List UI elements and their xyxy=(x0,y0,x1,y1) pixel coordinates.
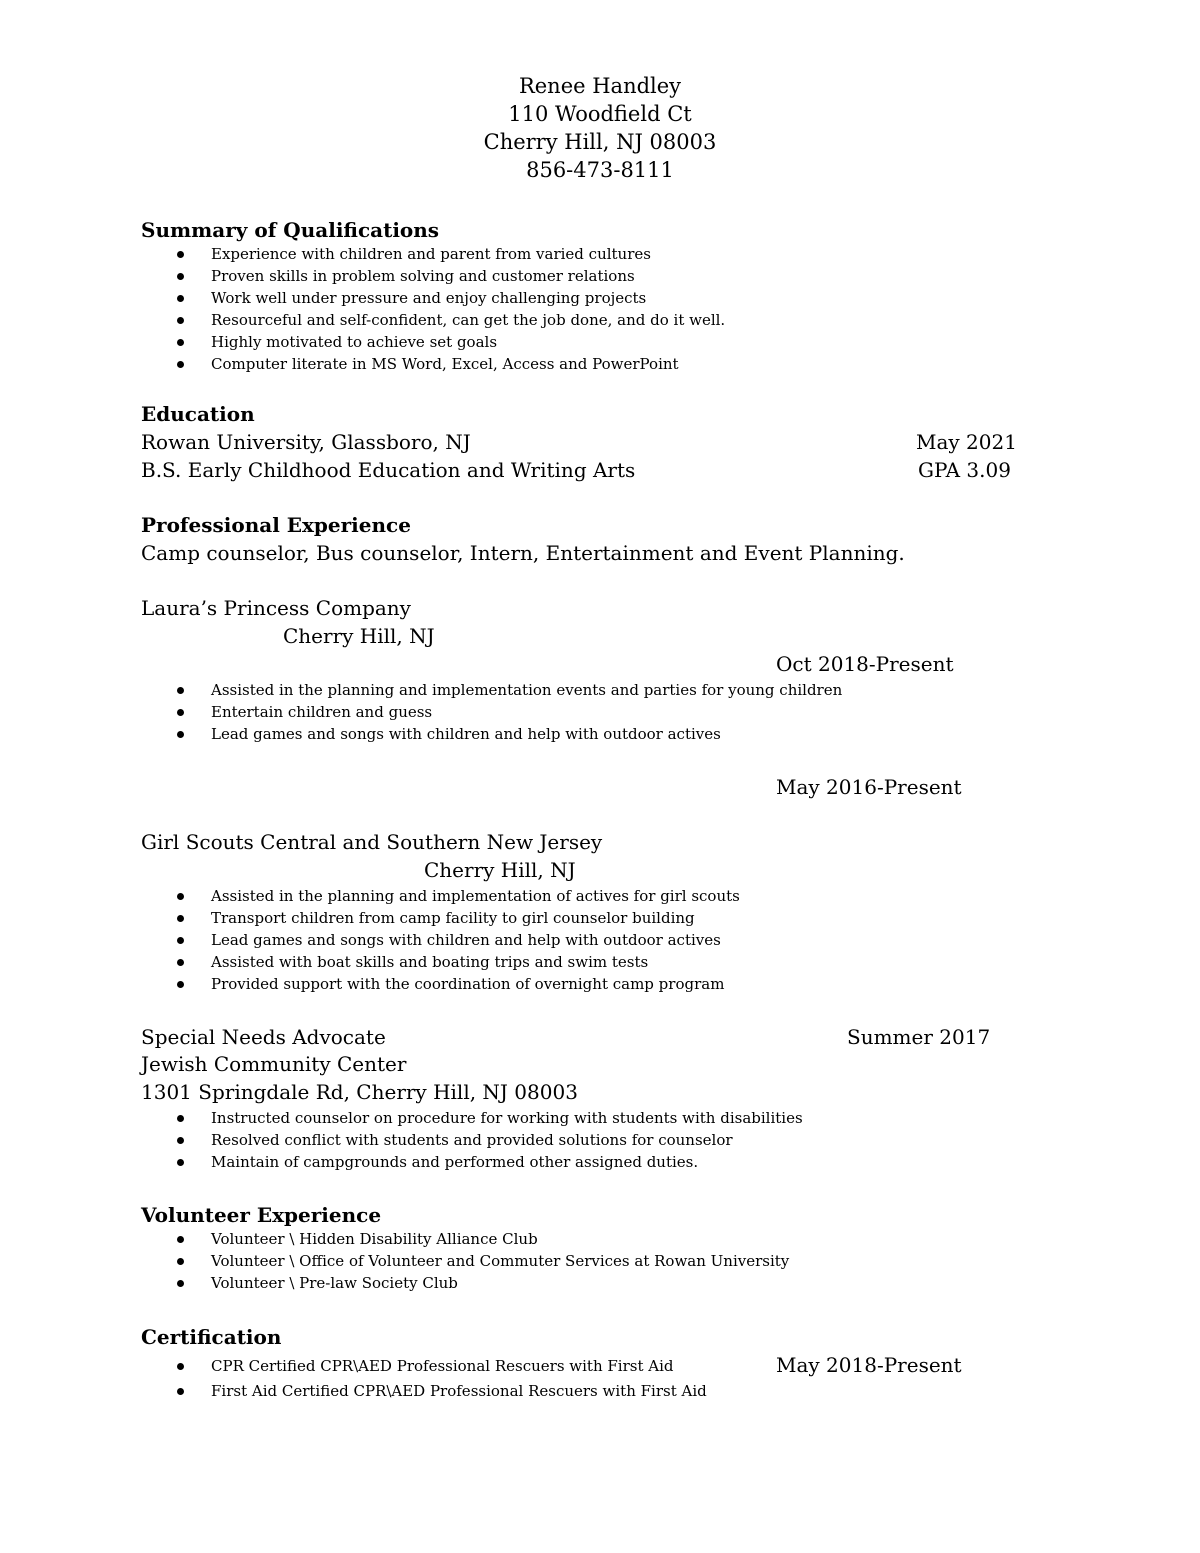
job3-duties xyxy=(0,1107,803,1173)
list-item: Provided support with the coordination of overnight camp program xyxy=(0,973,740,995)
bullet-icon xyxy=(177,731,184,738)
list-item: Highly motivated to achieve set goals xyxy=(0,331,725,353)
job3-title: Special Needs Advocate xyxy=(141,1025,386,1049)
job3-org: Jewish Community Center xyxy=(141,1052,407,1076)
bullet-icon xyxy=(177,1363,184,1370)
graduation-date: May 2021 xyxy=(916,430,1017,454)
degree: B.S. Early Childhood Education and Writing Arts xyxy=(141,458,636,482)
list-item: Instructed counselor on procedure for working with students with disabilities xyxy=(0,1107,803,1129)
certification-list xyxy=(0,1355,707,1402)
bullet-icon xyxy=(177,317,184,324)
job2-company: Girl Scouts Central and Southern New Jersey xyxy=(141,830,603,854)
list-item: Lead games and songs with children and help with outdoor actives xyxy=(0,929,740,951)
bullet-icon xyxy=(177,273,184,280)
bullet-icon xyxy=(177,1236,184,1243)
job1-location: Cherry Hill, NJ xyxy=(283,624,435,648)
bullet-icon xyxy=(177,915,184,922)
list-item: Volunteer \ Office of Volunteer and Commuter Services at Rowan University xyxy=(0,1250,789,1272)
list-item: Proven skills in problem solving and customer relations xyxy=(0,265,725,287)
list-item: Work well under pressure and enjoy challenging projects xyxy=(0,287,725,309)
education-heading: Education xyxy=(141,402,255,426)
job3-date: Summer 2017 xyxy=(847,1025,991,1049)
list-item: Resourceful and self-confident, can get the job done, and do it well. xyxy=(0,309,725,331)
certification-heading: Certification xyxy=(141,1325,282,1349)
list-item: Computer literate in MS Word, Excel, Access and PowerPoint xyxy=(0,353,725,375)
job1-duties xyxy=(0,679,842,745)
bullet-icon xyxy=(177,981,184,988)
street-address: 110 Woodfield Ct xyxy=(508,102,692,126)
certification-date: May 2018-Present xyxy=(776,1353,962,1377)
bullet-icon xyxy=(177,709,184,716)
list-item: Assisted with boat skills and boating trips and swim tests xyxy=(0,951,740,973)
bullet-icon xyxy=(177,893,184,900)
volunteer-heading: Volunteer Experience xyxy=(141,1203,382,1227)
bullet-icon xyxy=(177,251,184,258)
bullet-icon xyxy=(177,1137,184,1144)
bullet-icon xyxy=(177,295,184,302)
bullet-icon xyxy=(177,1258,184,1265)
list-item: Resolved conflict with students and provided solutions for counselor xyxy=(0,1129,803,1151)
job2-duties xyxy=(0,885,740,995)
summary-list xyxy=(0,243,725,375)
bullet-icon xyxy=(177,361,184,368)
bullet-icon xyxy=(177,687,184,694)
bullet-icon xyxy=(177,1115,184,1122)
gpa: GPA 3.09 xyxy=(918,458,1011,482)
job3-address: 1301 Springdale Rd, Cherry Hill, NJ 08003 xyxy=(141,1080,578,1104)
list-item: Maintain of campgrounds and performed other assigned duties. xyxy=(0,1151,803,1173)
summary-heading: Summary of Qualifications xyxy=(141,218,440,242)
list-item: Volunteer \ Hidden Disability Alliance Club xyxy=(0,1228,789,1250)
job2-location: Cherry Hill, NJ xyxy=(424,858,576,882)
applicant-name: Renee Handley xyxy=(518,74,682,98)
list-item: Lead games and songs with children and help with outdoor actives xyxy=(0,723,842,745)
bullet-icon xyxy=(177,1280,184,1287)
volunteer-list xyxy=(0,1228,789,1294)
list-item: Assisted in the planning and implementation events and parties for young children xyxy=(0,679,842,701)
list-item: Transport children from camp facility to girl counselor building xyxy=(0,907,740,929)
school-name: Rowan University, Glassboro, NJ xyxy=(141,430,471,454)
list-item: Entertain children and guess xyxy=(0,701,842,723)
professional-summary: Camp counselor, Bus counselor, Intern, Entertainment and Event Planning. xyxy=(141,541,905,565)
list-item: First Aid Certified CPR\AED Professional Rescuers with First Aid xyxy=(0,1380,707,1402)
list-item: Assisted in the planning and implementation of actives for girl scouts xyxy=(0,885,740,907)
phone-number: 856-473-8111 xyxy=(526,158,674,182)
list-item: Volunteer \ Pre-law Society Club xyxy=(0,1272,789,1294)
bullet-icon xyxy=(177,339,184,346)
job1-date: Oct 2018-Present xyxy=(776,652,954,676)
bullet-icon xyxy=(177,959,184,966)
job2-date: May 2016-Present xyxy=(776,775,962,799)
list-item: CPR Certified CPR\AED Professional Rescuers with First Aid xyxy=(0,1355,707,1380)
bullet-icon xyxy=(177,937,184,944)
bullet-icon xyxy=(177,1388,184,1395)
bullet-icon xyxy=(177,1159,184,1166)
professional-heading: Professional Experience xyxy=(141,513,411,537)
city-state-zip: Cherry Hill, NJ 08003 xyxy=(483,130,717,154)
list-item: Experience with children and parent from varied cultures xyxy=(0,243,725,265)
job1-company: Laura’s Princess Company xyxy=(141,596,411,620)
